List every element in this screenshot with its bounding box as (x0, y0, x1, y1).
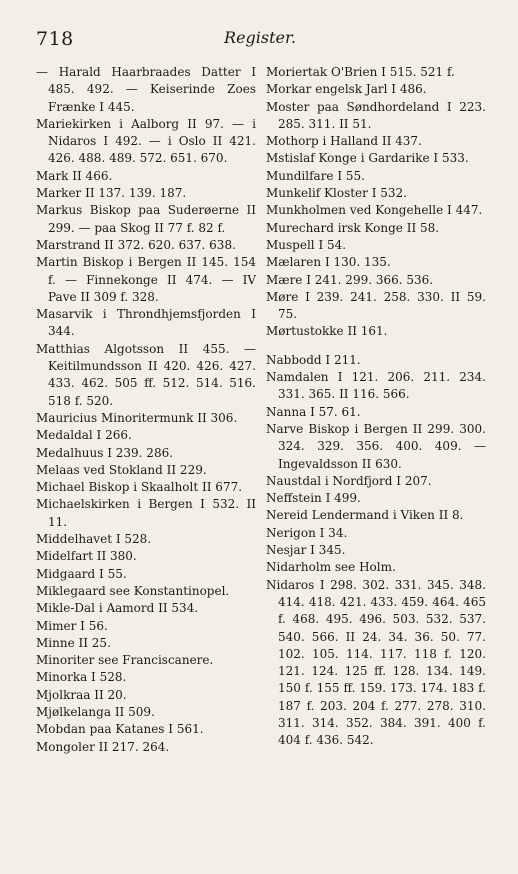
index-entry: Mobdan paa Katanes I 561. (36, 722, 204, 737)
index-entry: Neffstein I 499. (266, 491, 361, 506)
index-entry: Marstrand II 372. 620. 637. 638. (36, 237, 236, 252)
index-entry: Mstislaf Konge i Gardarike I 533. (266, 151, 469, 166)
index-entry: Martin Biskop i Bergen II 145. 154 f. — Finnekonge II 474. — IV Pave II 309 f. 328. (36, 255, 256, 304)
running-title: Register. (224, 28, 296, 47)
index-entry: Namdalen I 121. 206. 211. 234. 331. 365. II 116. 566. (266, 370, 486, 402)
index-entry: Nanna I 57. 61. (266, 404, 361, 419)
index-entry: Mothorp i Halland II 437. (266, 134, 422, 149)
index-entry: Mariekirken i Aalborg II 97. — i Nidaros I 492. — i Oslo II 421. 426. 488. 489. 572. 651. 670. (36, 116, 256, 166)
index-entry: Mælaren I 130. 135. (266, 255, 391, 270)
index-entry: Masarvik i Throndhjemsfjorden I 344. (36, 307, 256, 339)
index-columns (36, 64, 486, 756)
index-entry: Mikle-Dal i Aamord II 534. (36, 601, 199, 616)
index-entry: Muspell I 54. (266, 237, 347, 252)
index-entry: Miklegaard see Konstantinopel. (36, 583, 230, 598)
index-entry: Naustdal i Nordfjord I 207. (266, 473, 432, 488)
index-entry: Nesjar I 345. (266, 543, 346, 558)
index-entry: Møre I 239. 241. 258. 330. II 59. 75. (266, 289, 486, 322)
index-entry: Mauricius Minoritermunk II 306. (36, 410, 238, 425)
index-entry: Markus Biskop paa Suderøerne II 299. — paa Skog II 77 f. 82 f. (36, 203, 256, 235)
index-entry: Moster paa Søndhordeland I 223. 285. 311. II 51. (266, 99, 486, 131)
index-entry: Mære I 241. 299. 366. 536. (266, 272, 434, 287)
index-column-left (36, 64, 256, 756)
index-entry: Narve Biskop i Bergen II 299. 300. 324. 329. 356. 400. 409. — Ingevaldsson II 630. (266, 421, 486, 471)
index-entry: Mundilfare I 55. (266, 168, 365, 183)
index-entry: Midelfart II 380. (36, 549, 137, 564)
index-entry: Mongoler II 217. 264. (36, 739, 170, 754)
page-number: 718 (36, 28, 74, 50)
index-entry: Medalhuus I 239. 286. (36, 445, 174, 460)
index-entry: Minoriter see Franciscanere. (36, 653, 214, 668)
index-entry: Nerigon I 34. (266, 525, 348, 540)
index-entry: Morkar engelsk Jarl I 486. (266, 82, 427, 97)
index-entry: Mjolkraa II 20. (36, 687, 127, 702)
index-entry: Mimer I 56. (36, 618, 108, 633)
index-entry: Nabbodd I 211. (266, 352, 361, 367)
index-entry: Murechard irsk Konge II 58. (266, 220, 440, 235)
index-entry: Minorka I 528. (36, 670, 127, 685)
index-entry: Nidarholm see Holm. (266, 560, 396, 575)
index-entry: Mørtustokke II 161. (266, 324, 388, 339)
index-entry: Medaldal I 266. (36, 428, 132, 443)
index-entry: Minne II 25. (36, 635, 111, 650)
index-entry: Mark II 466. (36, 168, 113, 183)
index-column-right (266, 64, 486, 756)
index-entry: Midgaard I 55. (36, 566, 127, 581)
index-entry: Munkelif Kloster I 532. (266, 186, 407, 201)
index-entry: Nidaros I 298. 302. 331. 345. 348. 414. 418. 421. 433. 459. 464. 465 f. 468. 495. 496. 503. 532. 537. 540. 566. II 24. 34. 36. 50. 77. 102. 105. 114. 117. 118 f. 120. 121. 124. 125 ff. 128. 134. 149. 150 f. 155 ff. 159. 173. 174. 183 f. 187 f. 203. 204 f. 277. 278. 310. 311. 314. 352. 384. 391. 400 f. 404 f. 436. 542. (266, 577, 486, 748)
index-entry: Munkholmen ved Kongehelle I 447. (266, 203, 483, 218)
index-entry: Moriertak O'Brien I 515. 521 f. (266, 65, 455, 79)
index-entry: Nereid Lendermand i Viken II 8. (266, 508, 464, 523)
index-entry: Melaas ved Stokland II 229. (36, 462, 207, 477)
index-entry: — Harald Haarbraades Datter I 485. 492. — Keiserinde Zoes Frænke I 445. (36, 65, 256, 114)
index-entry: Mjølkelanga II 509. (36, 704, 155, 719)
index-entry: Middelhavet I 528. (36, 532, 152, 547)
index-entry: Matthias Algotsson II 455. — Keitilmundsson II 420. 426. 427. 433. 462. 505 ff. 512. 514. 516. 518 f. 520. (36, 341, 256, 408)
index-entry: Michaelskirken i Bergen I 532. II 11. (36, 497, 256, 529)
index-entry: Marker II 137. 139. 187. (36, 186, 187, 201)
page-header (36, 28, 484, 52)
index-entry: Michael Biskop i Skaalholt II 677. (36, 480, 243, 495)
